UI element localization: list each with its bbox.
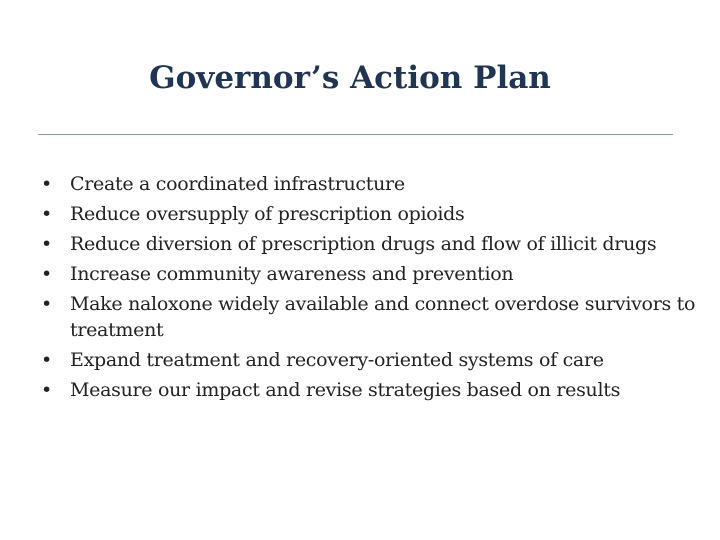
bullet-text: Measure our impact and revise strategies based on results bbox=[70, 379, 621, 401]
bullet-text: Increase community awareness and prevention bbox=[70, 263, 514, 285]
bullet-item bbox=[40, 377, 700, 403]
bullet-text: Make naloxone widely available and connect overdose survivors to treatment bbox=[70, 293, 696, 341]
bullet-item bbox=[40, 261, 700, 287]
title-divider bbox=[38, 134, 673, 135]
bullet-text: Expand treatment and recovery-oriented systems of care bbox=[70, 349, 604, 371]
bullet-item bbox=[40, 201, 700, 227]
slide-title: Governor’s Action Plan bbox=[149, 60, 551, 96]
bullet-icon: • bbox=[41, 379, 52, 401]
bullet-text: Create a coordinated infrastructure bbox=[70, 173, 405, 195]
bullet-icon: • bbox=[41, 263, 52, 285]
bullet-text: Reduce oversupply of prescription opioids bbox=[70, 203, 465, 225]
bullet-item bbox=[40, 347, 700, 373]
bullet-list bbox=[40, 171, 700, 407]
bullet-icon: • bbox=[41, 349, 52, 371]
bullet-icon: • bbox=[41, 173, 52, 195]
bullet-icon: • bbox=[41, 233, 52, 255]
bullet-item bbox=[40, 231, 700, 257]
bullet-item bbox=[40, 291, 700, 343]
bullet-icon: • bbox=[41, 203, 52, 225]
bullet-icon: • bbox=[41, 293, 52, 315]
bullet-text: Reduce diversion of prescription drugs and flow of illicit drugs bbox=[70, 233, 657, 255]
bullet-item bbox=[40, 171, 700, 197]
